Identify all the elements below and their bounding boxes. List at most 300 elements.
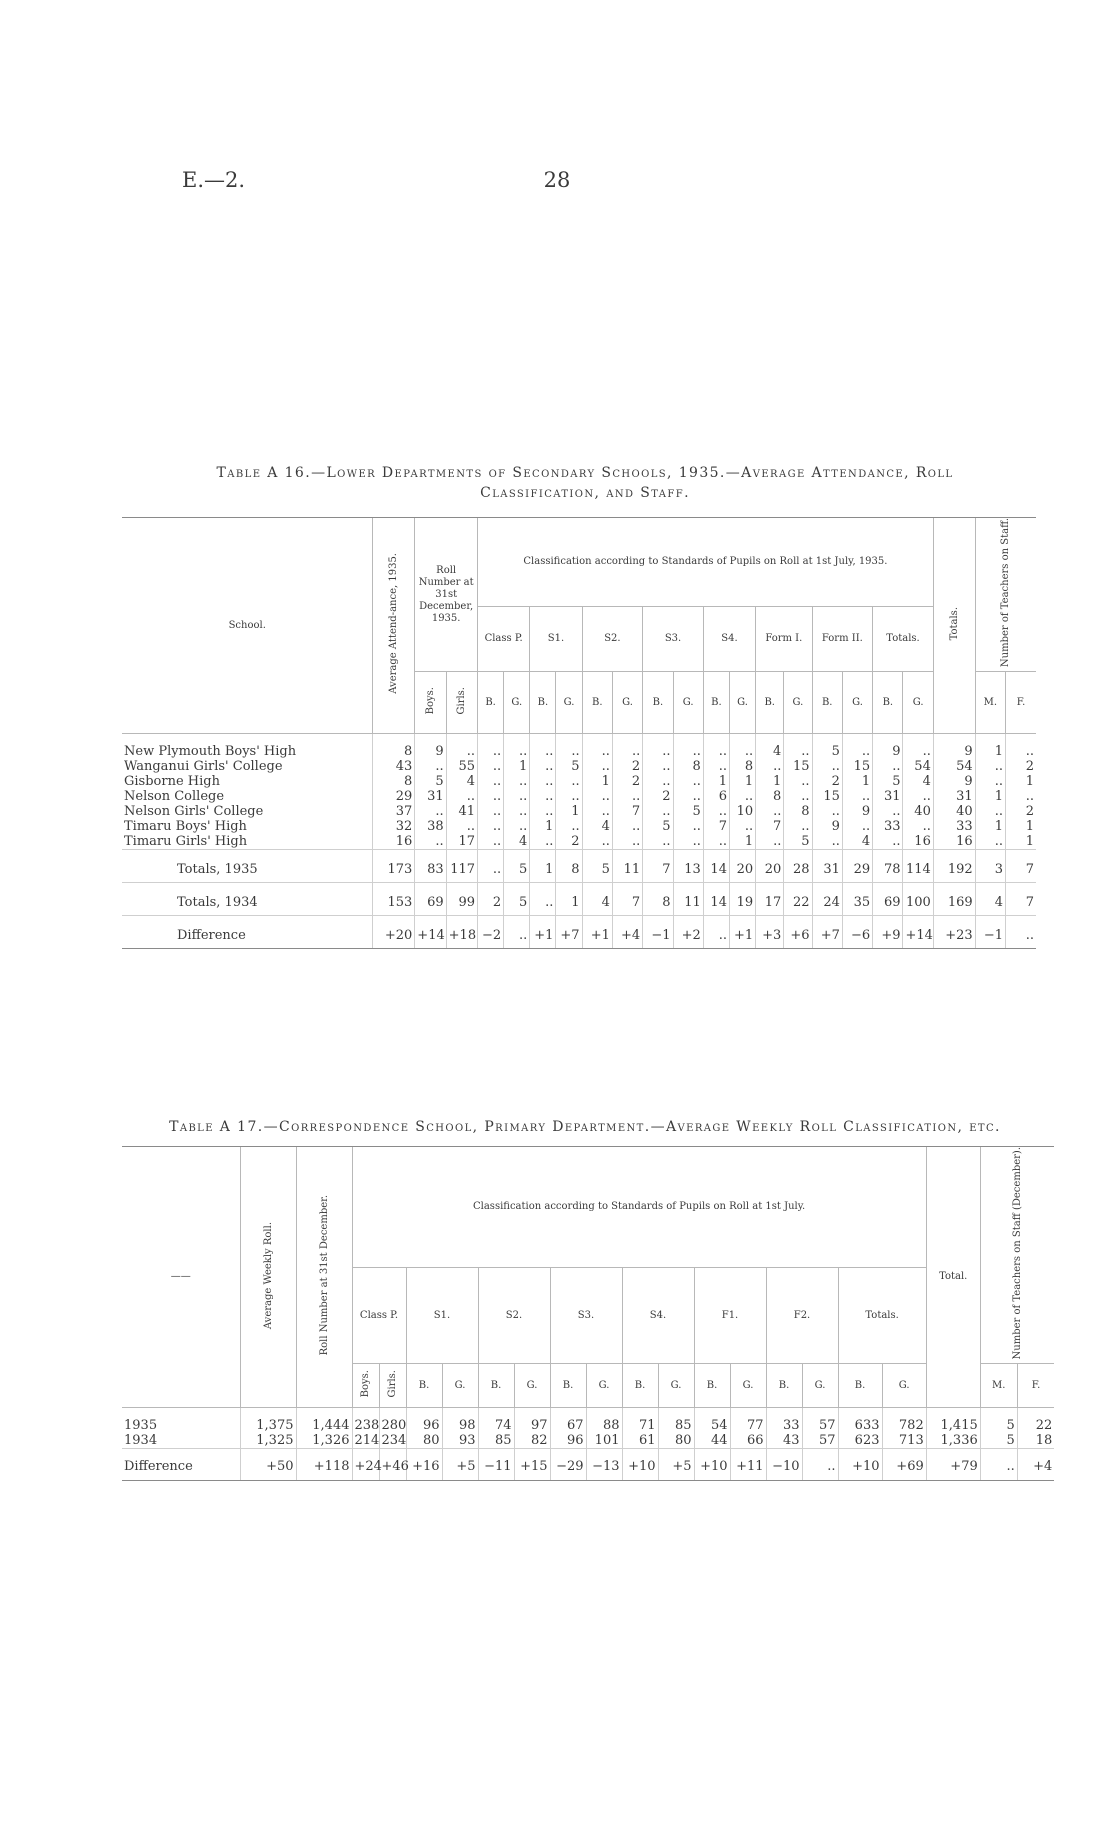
- table16-group-s3: S3.: [643, 606, 704, 671]
- table-cell: ..: [784, 774, 812, 789]
- table16-header-b: B.: [478, 672, 504, 734]
- table-cell: 74: [478, 1408, 514, 1434]
- school-name: Timaru Boys' High: [124, 819, 247, 835]
- table17-group-totals: Totals.: [838, 1267, 926, 1364]
- table17-header-blank: ——: [122, 1147, 240, 1408]
- table17-group-s3: S3.: [550, 1267, 622, 1364]
- table-cell: 9: [873, 734, 903, 760]
- table-cell: ..: [530, 774, 556, 789]
- table17-group-f2: F2.: [766, 1267, 838, 1364]
- table-cell: 1: [1005, 774, 1036, 789]
- table-cell: ..: [556, 734, 582, 760]
- table17-header-g: G.: [658, 1364, 694, 1408]
- table-cell: ..: [903, 819, 933, 834]
- table-cell: 14: [703, 883, 729, 916]
- table17-group-f1: F1.: [694, 1267, 766, 1364]
- table-cell: +14: [903, 916, 933, 949]
- table-cell: 29: [373, 789, 415, 804]
- table-cell: −1: [643, 916, 673, 949]
- table-cell: 5: [673, 804, 703, 819]
- table-cell: 15: [812, 789, 842, 804]
- table-cell: 4: [756, 734, 784, 760]
- table-cell: ..: [530, 734, 556, 760]
- table16-header-b: B.: [873, 672, 903, 734]
- table-cell: 101: [586, 1433, 622, 1449]
- table17-header-b: B.: [766, 1364, 802, 1408]
- table-cell: ..: [975, 774, 1005, 789]
- table-cell: 93: [442, 1433, 478, 1449]
- table-cell: +10: [838, 1449, 882, 1481]
- table-cell: 35: [842, 883, 872, 916]
- table16-title-line2: Classification, and Staff.: [480, 485, 690, 501]
- table-cell: 33: [766, 1408, 802, 1434]
- table-cell: 85: [658, 1408, 694, 1434]
- table-cell: 5: [415, 774, 446, 789]
- table17-header-classification: Classification according to Standards of Pupils on Roll at 1st July.: [352, 1147, 926, 1268]
- row-label: Totals, 1935: [122, 850, 373, 883]
- table-cell: 623: [838, 1433, 882, 1449]
- table-cell: −10: [766, 1449, 802, 1481]
- table-cell: 54: [694, 1408, 730, 1434]
- table-cell: ..: [478, 804, 504, 819]
- table-cell: 17: [446, 834, 477, 850]
- table-cell: −11: [478, 1449, 514, 1481]
- table-cell: 97: [514, 1408, 550, 1434]
- table-cell: ..: [556, 819, 582, 834]
- table16-group-class-p: Class P.: [478, 606, 530, 671]
- table-cell: 4: [903, 774, 933, 789]
- table-cell: ..: [784, 819, 812, 834]
- table-cell: ..: [784, 734, 812, 760]
- table17-header-boys: Boys.: [352, 1364, 379, 1408]
- table-cell: 2: [812, 774, 842, 789]
- table-cell: 22: [784, 883, 812, 916]
- table-cell: ..: [446, 819, 477, 834]
- table-cell: 82: [514, 1433, 550, 1449]
- table-cell: 61: [622, 1433, 658, 1449]
- table-cell: ..: [756, 834, 784, 850]
- table16-header-g: G.: [556, 672, 582, 734]
- table-cell: 1: [729, 834, 755, 850]
- table16-group-s2: S2.: [582, 606, 643, 671]
- page-number: 28: [543, 168, 571, 192]
- table-cell: 1: [504, 759, 530, 774]
- table-cell: 1,326: [296, 1433, 352, 1449]
- table-cell: 85: [478, 1433, 514, 1449]
- table-cell: 9: [842, 804, 872, 819]
- table16-group-s1: S1.: [530, 606, 582, 671]
- table-cell: 1: [556, 883, 582, 916]
- table-cell: ..: [903, 734, 933, 760]
- table-cell: ..: [530, 883, 556, 916]
- table16-header-f: F.: [1005, 672, 1036, 734]
- table-cell: ..: [703, 759, 729, 774]
- table16-header-b: B.: [756, 672, 784, 734]
- table-cell: ..: [478, 734, 504, 760]
- table-cell: 71: [622, 1408, 658, 1434]
- table-cell: 16: [903, 834, 933, 850]
- table-cell: 1: [756, 774, 784, 789]
- table-cell: 33: [873, 819, 903, 834]
- table-cell: 10: [729, 804, 755, 819]
- table16-header-boys: Boys.: [415, 672, 446, 734]
- table-cell: 69: [415, 883, 446, 916]
- table-cell: 7: [1005, 883, 1036, 916]
- table-cell: 17: [756, 883, 784, 916]
- table-cell: 9: [415, 734, 446, 760]
- table-cell: ..: [612, 819, 642, 834]
- table-cell: +16: [406, 1449, 442, 1481]
- table-cell: 7: [1005, 850, 1036, 883]
- table-cell: 8: [373, 774, 415, 789]
- table-cell: ..: [812, 804, 842, 819]
- table-cell: +3: [756, 916, 784, 949]
- table17-group-s2: S2.: [478, 1267, 550, 1364]
- table-cell: 100: [903, 883, 933, 916]
- table17-header-b: B.: [622, 1364, 658, 1408]
- table-cell: ..: [446, 789, 477, 804]
- table-cell: ..: [643, 734, 673, 760]
- table-cell: ..: [842, 819, 872, 834]
- table-cell: +6: [784, 916, 812, 949]
- table-cell: 1,444: [296, 1408, 352, 1434]
- table-cell: 169: [933, 883, 975, 916]
- table-cell: ..: [478, 759, 504, 774]
- table-cell: 280: [379, 1408, 406, 1434]
- school-name: Gisborne High: [124, 774, 220, 790]
- table16-header-b: B.: [582, 672, 612, 734]
- table-cell: 8: [556, 850, 582, 883]
- table-cell: 1,336: [926, 1433, 980, 1449]
- table-cell: 1,415: [926, 1408, 980, 1434]
- table-cell: 66: [730, 1433, 766, 1449]
- row-label: Difference: [122, 916, 373, 949]
- table-cell: 8: [643, 883, 673, 916]
- table17-header-g: G.: [730, 1364, 766, 1408]
- table-cell: 5: [504, 850, 530, 883]
- table-cell: 43: [373, 759, 415, 774]
- totals-row: [122, 916, 1036, 949]
- table17-header-g: G.: [802, 1364, 838, 1408]
- table-cell: 214: [352, 1433, 379, 1449]
- table-cell: 4: [582, 883, 612, 916]
- table-row: [122, 1408, 1054, 1434]
- table-cell: ..: [903, 789, 933, 804]
- table-row: [122, 1433, 1054, 1449]
- table16-header-b: B.: [812, 672, 842, 734]
- table-cell: 96: [406, 1408, 442, 1434]
- table-cell: +118: [296, 1449, 352, 1481]
- table-cell: 1: [975, 789, 1005, 804]
- table-cell: 40: [903, 804, 933, 819]
- table-row: [122, 759, 1036, 774]
- table-cell: 31: [873, 789, 903, 804]
- table-cell: +4: [612, 916, 642, 949]
- table-cell: 1: [530, 850, 556, 883]
- table-cell: 33: [933, 819, 975, 834]
- table16-header-g: G.: [842, 672, 872, 734]
- table-cell: 3: [975, 850, 1005, 883]
- table-cell: +50: [240, 1449, 296, 1481]
- table16: [122, 517, 1036, 949]
- table-cell: 2: [612, 774, 642, 789]
- table-cell: 44: [694, 1433, 730, 1449]
- table-cell: ..: [582, 734, 612, 760]
- table17: [122, 1146, 1054, 1481]
- table-cell: ..: [784, 789, 812, 804]
- table17-header-avg-weekly: Average Weekly Roll.: [240, 1147, 296, 1408]
- table-cell: +5: [442, 1449, 478, 1481]
- table-row: [122, 819, 1036, 834]
- table-cell: 1: [975, 734, 1005, 760]
- table-row: [122, 834, 1036, 850]
- table-row: [122, 734, 1036, 760]
- table-cell: ..: [504, 916, 530, 949]
- table-cell: −6: [842, 916, 872, 949]
- table-cell: 5: [812, 734, 842, 760]
- table-cell: 5: [556, 759, 582, 774]
- table-cell: −2: [478, 916, 504, 949]
- table-cell: 99: [446, 883, 477, 916]
- school-name: Timaru Girls' High: [124, 834, 248, 850]
- table-row: [122, 789, 1036, 804]
- table-cell: +10: [694, 1449, 730, 1481]
- table-cell: +79: [926, 1449, 980, 1481]
- table-cell: ..: [446, 734, 477, 760]
- table-cell: 5: [980, 1433, 1017, 1449]
- table-cell: 80: [406, 1433, 442, 1449]
- table-cell: 83: [415, 850, 446, 883]
- table16-header-b: B.: [703, 672, 729, 734]
- table16-header-g: G.: [903, 672, 933, 734]
- table-cell: 8: [729, 759, 755, 774]
- table-cell: ..: [975, 804, 1005, 819]
- table-cell: 54: [903, 759, 933, 774]
- table16-header-totals: Totals.: [933, 518, 975, 734]
- table16-title-line1: Table A 16.—Lower Departments of Secondary Schools, 1935.—Average Attendance, Roll: [216, 465, 954, 481]
- table-cell: 2: [556, 834, 582, 850]
- table-cell: 1,375: [240, 1408, 296, 1434]
- table-cell: 40: [933, 804, 975, 819]
- table-cell: +11: [730, 1449, 766, 1481]
- table-cell: −13: [586, 1449, 622, 1481]
- table16-header-b: B.: [643, 672, 673, 734]
- table-cell: 31: [812, 850, 842, 883]
- school-name: Wanganui Girls' College: [124, 759, 283, 775]
- table-cell: 54: [933, 759, 975, 774]
- totals-row: [122, 850, 1036, 883]
- table-cell: 5: [784, 834, 812, 850]
- table-cell: 22: [1017, 1408, 1054, 1434]
- table-cell: +20: [373, 916, 415, 949]
- table-cell: ..: [415, 834, 446, 850]
- table-cell: 173: [373, 850, 415, 883]
- table-cell: 57: [802, 1408, 838, 1434]
- table-cell: 14: [703, 850, 729, 883]
- table-cell: +69: [882, 1449, 926, 1481]
- table-cell: 1: [842, 774, 872, 789]
- table-cell: +7: [812, 916, 842, 949]
- table-cell: ..: [703, 804, 729, 819]
- row-label: 1935: [124, 1418, 158, 1434]
- table17-group-s4: S4.: [622, 1267, 694, 1364]
- table16-header-g: G.: [673, 672, 703, 734]
- totals-row: [122, 883, 1036, 916]
- table-cell: 5: [582, 850, 612, 883]
- table-cell: 20: [729, 850, 755, 883]
- table-cell: 2: [612, 759, 642, 774]
- table-cell: ..: [530, 834, 556, 850]
- difference-row: [122, 1449, 1054, 1481]
- table-cell: 1: [975, 819, 1005, 834]
- table-cell: +14: [415, 916, 446, 949]
- table-cell: ..: [530, 804, 556, 819]
- table-cell: 88: [586, 1408, 622, 1434]
- table-cell: ..: [756, 804, 784, 819]
- table-cell: ..: [873, 759, 903, 774]
- table-cell: 29: [842, 850, 872, 883]
- table-cell: 9: [933, 774, 975, 789]
- table-cell: +18: [446, 916, 477, 949]
- table17-header-g: G.: [586, 1364, 622, 1408]
- table16-group-form2: Form II.: [812, 606, 873, 671]
- table-cell: ..: [673, 789, 703, 804]
- table-cell: ..: [582, 759, 612, 774]
- table-cell: 16: [933, 834, 975, 850]
- table-cell: ..: [612, 834, 642, 850]
- table-cell: ..: [612, 734, 642, 760]
- table-cell: ..: [612, 789, 642, 804]
- table17-header-b: B.: [406, 1364, 442, 1408]
- table-cell: +9: [873, 916, 903, 949]
- table-cell: 2: [643, 789, 673, 804]
- table-cell: ..: [703, 834, 729, 850]
- table-cell: 238: [352, 1408, 379, 1434]
- table-cell: 2: [478, 883, 504, 916]
- table17-group-class-p: Class P.: [352, 1267, 406, 1364]
- table-cell: 7: [703, 819, 729, 834]
- table-cell: 782: [882, 1408, 926, 1434]
- table-cell: 8: [673, 759, 703, 774]
- table-cell: 98: [442, 1408, 478, 1434]
- table16-header-g: G.: [729, 672, 755, 734]
- table-cell: +1: [530, 916, 556, 949]
- table-cell: 1: [530, 819, 556, 834]
- table-cell: 1: [729, 774, 755, 789]
- table-cell: +4: [1017, 1449, 1054, 1481]
- table-cell: ..: [673, 834, 703, 850]
- table-cell: 2: [1005, 759, 1036, 774]
- table-cell: 4: [842, 834, 872, 850]
- table-cell: ..: [478, 819, 504, 834]
- table-cell: −29: [550, 1449, 586, 1481]
- table-cell: ..: [1005, 789, 1036, 804]
- table-cell: ..: [643, 759, 673, 774]
- table17-header-total: Total.: [926, 1147, 980, 1408]
- table-cell: ..: [415, 804, 446, 819]
- table-cell: 4: [975, 883, 1005, 916]
- school-name: New Plymouth Boys' High: [124, 744, 297, 760]
- school-name: Nelson College: [124, 789, 225, 805]
- table17-header-b: B.: [694, 1364, 730, 1408]
- table-cell: +10: [622, 1449, 658, 1481]
- table-cell: ..: [756, 759, 784, 774]
- table16-group-totals: Totals.: [873, 606, 934, 671]
- table-cell: ..: [980, 1449, 1017, 1481]
- table-cell: 1: [703, 774, 729, 789]
- table-cell: 67: [550, 1408, 586, 1434]
- table-cell: 4: [504, 834, 530, 850]
- table-cell: ..: [842, 789, 872, 804]
- table-cell: 1: [582, 774, 612, 789]
- table-cell: 28: [784, 850, 812, 883]
- table-cell: 31: [415, 789, 446, 804]
- table-cell: −1: [975, 916, 1005, 949]
- table-cell: 153: [373, 883, 415, 916]
- table-cell: 234: [379, 1433, 406, 1449]
- row-label: Difference: [122, 1449, 240, 1481]
- table-cell: ..: [478, 774, 504, 789]
- table-cell: ..: [975, 834, 1005, 850]
- table-cell: 80: [658, 1433, 694, 1449]
- table-cell: 19: [729, 883, 755, 916]
- table-cell: ..: [812, 759, 842, 774]
- table-cell: 5: [873, 774, 903, 789]
- table17-title: Table A 17.—Correspondence School, Primary Department.—Average Weekly Roll Classification, etc.: [169, 1119, 1001, 1135]
- table-cell: 4: [582, 819, 612, 834]
- table-cell: ..: [673, 819, 703, 834]
- table16-header-g: G.: [612, 672, 642, 734]
- table-cell: +46: [379, 1449, 406, 1481]
- table-cell: ..: [643, 774, 673, 789]
- table16-header-roll: Roll Number at 31st December, 1935.: [415, 518, 478, 672]
- table-cell: 32: [373, 819, 415, 834]
- table-cell: 15: [842, 759, 872, 774]
- table-cell: +7: [556, 916, 582, 949]
- table-cell: ..: [582, 804, 612, 819]
- table-cell: 8: [784, 804, 812, 819]
- table-cell: 9: [812, 819, 842, 834]
- table-cell: ..: [504, 804, 530, 819]
- table-cell: 7: [612, 804, 642, 819]
- table-cell: ..: [1005, 916, 1036, 949]
- table-cell: +1: [729, 916, 755, 949]
- table-cell: ..: [873, 834, 903, 850]
- table-cell: +1: [582, 916, 612, 949]
- table-cell: ..: [673, 734, 703, 760]
- table17-header-b: B.: [838, 1364, 882, 1408]
- table-cell: 16: [373, 834, 415, 850]
- table-cell: ..: [729, 789, 755, 804]
- table-cell: 1: [1005, 819, 1036, 834]
- table-cell: 24: [812, 883, 842, 916]
- table-cell: 192: [933, 850, 975, 883]
- table-cell: ..: [478, 834, 504, 850]
- table-cell: ..: [530, 789, 556, 804]
- table16-group-s4: S4.: [703, 606, 755, 671]
- table-cell: 18: [1017, 1433, 1054, 1449]
- table-cell: ..: [415, 759, 446, 774]
- table16-title: [130, 463, 1040, 503]
- table-cell: ..: [582, 789, 612, 804]
- table-cell: ..: [729, 734, 755, 760]
- table-cell: ..: [1005, 734, 1036, 760]
- table-cell: ..: [582, 834, 612, 850]
- table-cell: 6: [703, 789, 729, 804]
- table-cell: 5: [980, 1408, 1017, 1434]
- table-cell: 96: [550, 1433, 586, 1449]
- table-cell: 5: [504, 883, 530, 916]
